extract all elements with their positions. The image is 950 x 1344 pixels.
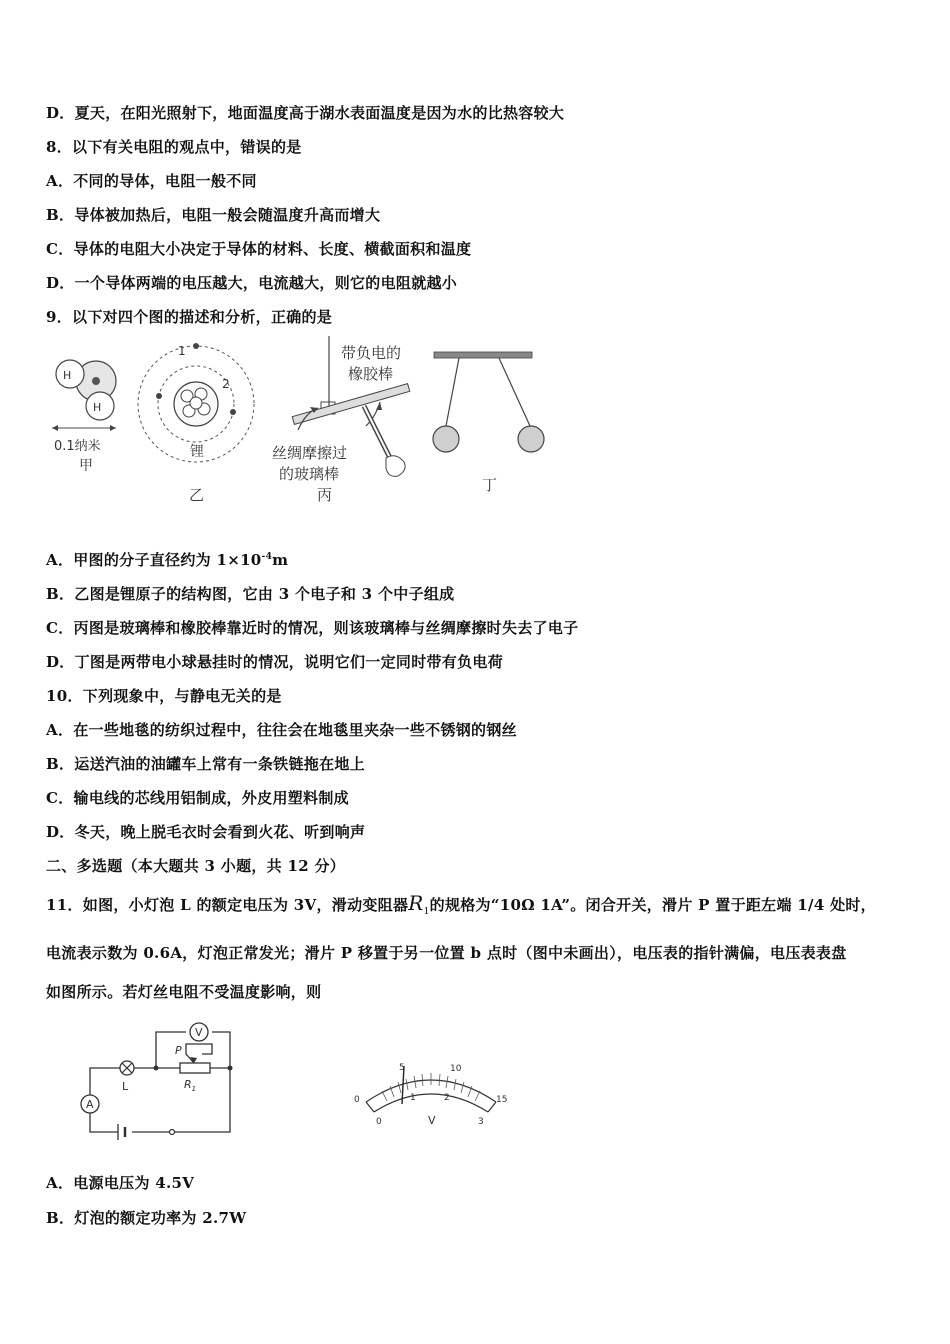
q11-line-1: 11．如图，小灯泡 L 的额定电压为 3V，滑动变阻器$R_1$的规格为“10Ω 1A”。闭合开关，滑片 P 置于距左端 1/4 处时， <box>46 891 876 917</box>
battery-icon <box>118 1124 125 1140</box>
svg-text:V: V <box>195 1026 203 1039</box>
q9-figure <box>46 336 568 514</box>
yi-element-label: 锂 <box>190 444 204 460</box>
water-molecule-diagram <box>52 360 116 474</box>
switch-icon <box>170 1130 175 1135</box>
jia-scale-label: 0.1纳米 <box>54 439 101 454</box>
slider-label: P <box>175 1044 182 1057</box>
q11-line-2: 电流表示数为 0.6A，灯泡正常发光；滑片 P 移置于另一位置 b 点时（图中未画出），电压表的指针满偏，电压表表盘 <box>46 944 847 962</box>
resistor-label: $R_1$ <box>184 1078 197 1093</box>
bing-label: 丙 <box>317 486 333 504</box>
yi-ring-1: 1 <box>178 344 186 358</box>
q8-option-d: D．一个导体两端的电压越大，电流越大，则它的电阻就越小 <box>46 274 458 292</box>
q10-option-d: D．冬天，晚上脱毛衣时会看到火花、听到响声 <box>46 823 366 841</box>
lithium-atom-diagram <box>138 343 254 504</box>
dial-outer-5: 5 <box>399 1063 405 1073</box>
q8-option-a: A．不同的导体，电阻一般不同 <box>46 172 257 190</box>
lamp-icon <box>120 1061 134 1093</box>
q9-stem: 9．以下对四个图的描述和分析，正确的是 <box>46 308 333 326</box>
svg-text:H: H <box>63 369 72 382</box>
dial-inner-1: 1 <box>410 1093 416 1103</box>
jia-label: 甲 <box>79 458 93 474</box>
q11-line-3: 如图所示。若灯丝电阻不受温度影响，则 <box>46 983 322 1001</box>
q10-stem: 10．下列现象中，与静电无关的是 <box>46 687 282 705</box>
yi-ring-2: 2 <box>222 377 230 391</box>
dial-outer-10: 10 <box>450 1064 462 1074</box>
dial-inner-0: 0 <box>376 1117 382 1127</box>
yi-label: 乙 <box>189 486 205 504</box>
ammeter-icon <box>81 1095 99 1113</box>
ding-label: 丁 <box>482 476 498 494</box>
section-2-title: 二、多选题（本大题共 3 小题，共 12 分） <box>46 857 346 875</box>
bing-rubber-label-2: 橡胶棒 <box>348 365 394 383</box>
dial-outer-0: 0 <box>354 1095 360 1105</box>
q10-option-b: B．运送汽油的油罐车上常有一条铁链拖在地上 <box>46 755 365 773</box>
q8-stem: 8．以下有关电阻的观点中，错误的是 <box>46 138 302 156</box>
circuit-diagram <box>70 1020 250 1142</box>
voltmeter-icon <box>190 1023 208 1041</box>
svg-text:H: H <box>93 401 102 414</box>
dial-inner-2: 2 <box>444 1093 450 1103</box>
q8-option-c: C．导体的电阻大小决定于导体的材料、长度、横截面积和温度 <box>46 240 472 258</box>
q9-option-a: A．甲图的分子直径约为 $1\times 10^{-4}m$ <box>46 551 289 569</box>
q9-option-d: D．丁图是两带电小球悬挂时的情况，说明它们一定同时带有负电荷 <box>46 653 504 671</box>
bing-glass-label-1: 丝绸摩擦过 <box>272 444 348 462</box>
svg-text:L: L <box>122 1080 129 1093</box>
bing-glass-label-2: 的玻璃棒 <box>279 465 340 483</box>
q7-option-d: D．夏天，在阳光照射下，地面温度高于湖水表面温度是因为水的比热容较大 <box>46 104 565 122</box>
voltmeter-dial <box>346 1058 516 1140</box>
q11-option-a: A．电源电压为 4.5V <box>46 1174 195 1192</box>
q9-option-c: C．丙图是玻璃棒和橡胶棒靠近时的情况，则该玻璃棒与丝绸摩擦时失去了电子 <box>46 619 579 637</box>
dial-outer-15: 15 <box>496 1095 508 1105</box>
q10-option-c: C．输电线的芯线用铝制成，外皮用塑料制成 <box>46 789 349 807</box>
q11-option-b: B．灯泡的额定功率为 2.7W <box>46 1209 247 1227</box>
svg-text:A: A <box>86 1098 94 1111</box>
dial-inner-3: 3 <box>478 1117 484 1127</box>
dial-unit: V <box>428 1114 436 1127</box>
q10-option-a: A．在一些地毯的纺织过程中，往往会在地毯里夹杂一些不锈钢的钢丝 <box>46 721 517 739</box>
bing-rubber-label-1: 带负电的 <box>341 344 402 362</box>
q9-option-b: B．乙图是锂原子的结构图，它由 3 个电子和 3 个中子组成 <box>46 585 455 603</box>
q8-option-b: B．导体被加热后，电阻一般会随温度升高而增大 <box>46 206 381 224</box>
rods-diagram <box>272 336 410 504</box>
hanging-balls-diagram <box>433 352 544 494</box>
